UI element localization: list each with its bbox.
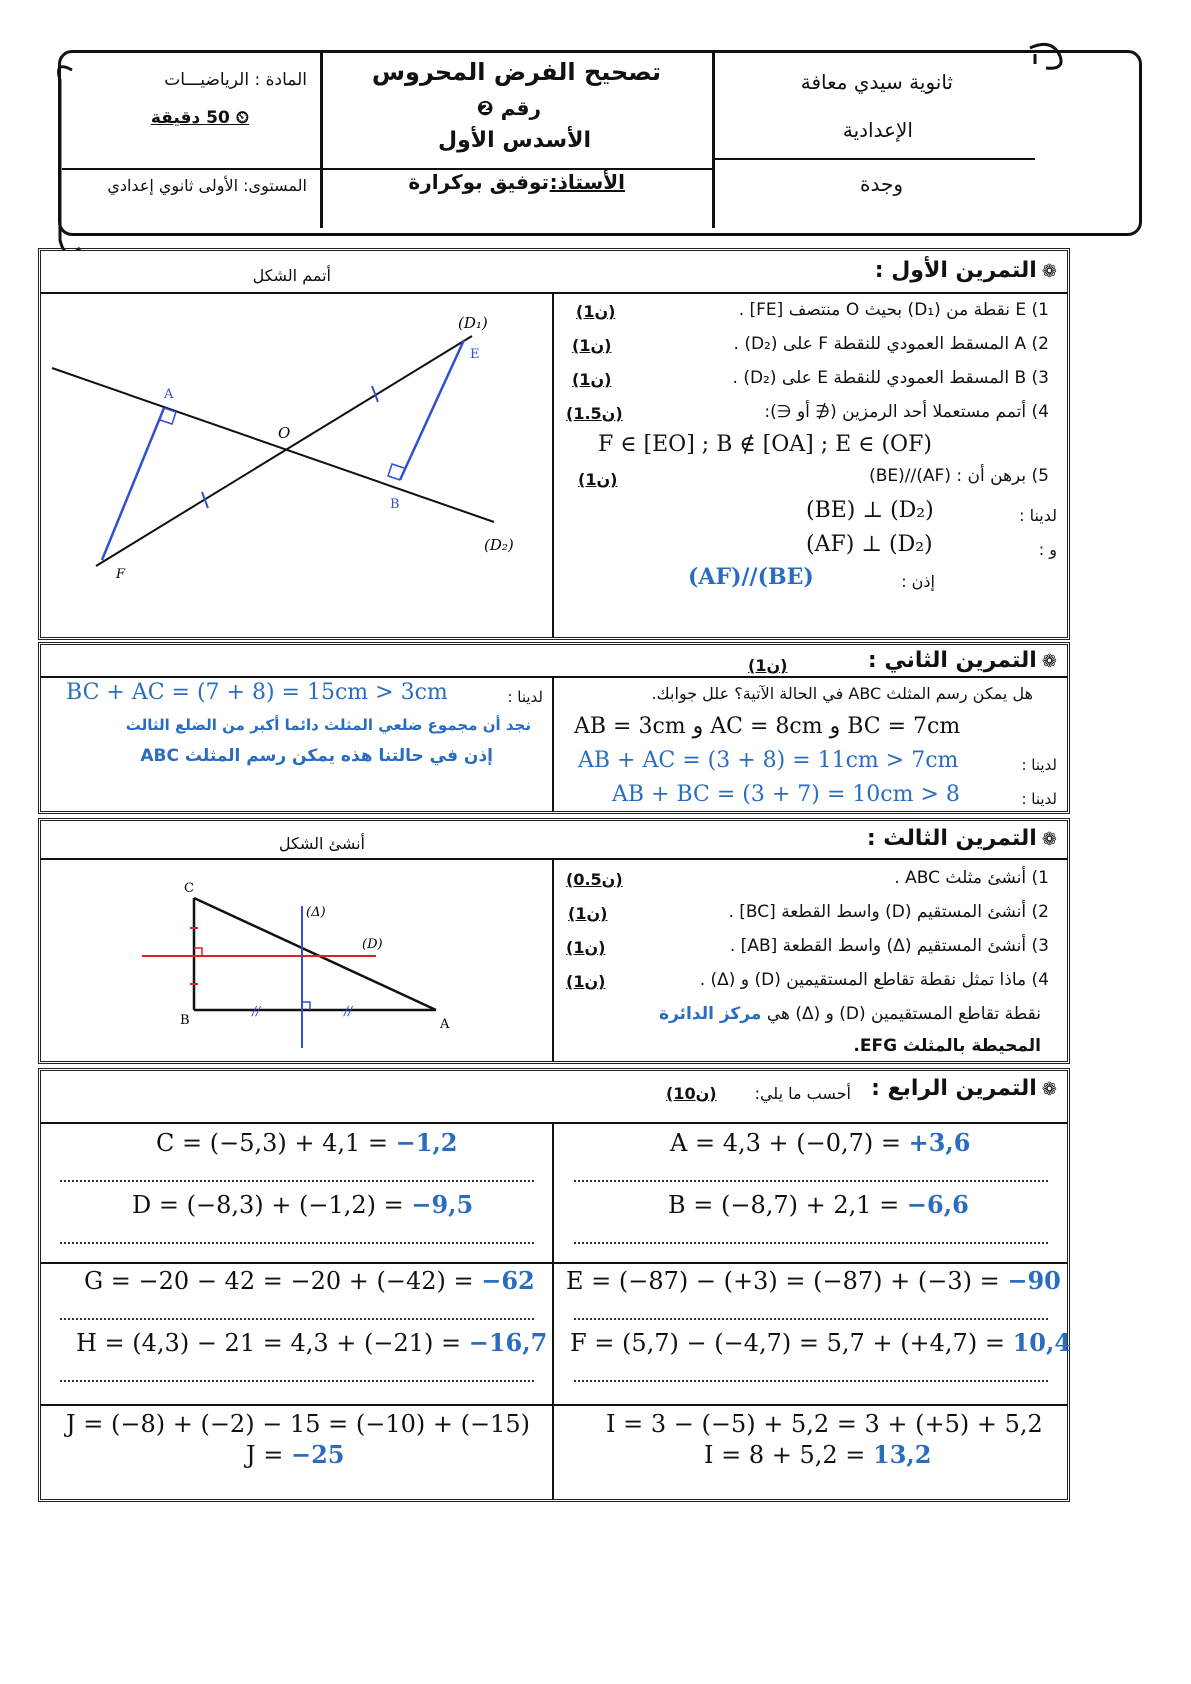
label-e: E — [470, 347, 480, 362]
item-num: 2) — [1031, 902, 1049, 922]
ex4-title-rule — [40, 1122, 1068, 1124]
calc-expr: B = (−8,7) + 2,1 = — [668, 1191, 907, 1219]
have-label: لدينا : — [1021, 756, 1057, 774]
ex1-item-2 — [734, 334, 1049, 354]
label-d2: (D₂) — [484, 536, 514, 554]
calc-f — [570, 1328, 1071, 1357]
item-num: 5) — [1031, 466, 1049, 486]
school-name: ثانوية سيدي معافة — [800, 70, 953, 94]
item-num: 4) — [1031, 402, 1049, 422]
item-text: A المسقط العمودي للنقطة F على (D₂) . — [733, 334, 1027, 354]
item-text: أنشئ المستقيم (Δ) واسط القطعة [AB] . — [729, 936, 1027, 956]
calc-h — [76, 1328, 547, 1357]
calc-b — [668, 1190, 969, 1219]
answer-dots — [574, 1242, 1048, 1244]
label-a: A — [440, 1017, 450, 1032]
answer-dots — [60, 1242, 534, 1244]
ex2-title: التمرين الثاني : — [867, 648, 1037, 673]
calc-expr: C = (−5,3) + 4,1 = — [156, 1129, 396, 1157]
item-num: 3) — [1031, 936, 1049, 956]
item-text: برهن أن : (AF)//(BE) — [869, 466, 1027, 486]
ex2-points: (1ن) — [748, 656, 788, 675]
item-num: 4) — [1031, 970, 1049, 990]
ex2-line-3: BC + AC = (7 + 8) = 15cm > 3cm — [66, 680, 448, 705]
ex1-column-divider — [552, 292, 554, 638]
ex1-figure — [42, 296, 550, 636]
ex1-item-3 — [733, 368, 1049, 388]
flower-icon: ❁ — [1041, 829, 1057, 850]
have-label: لدينا : — [507, 688, 543, 706]
tick-mark: // — [344, 1004, 353, 1018]
ex3-item-3-points: (1ن) — [566, 938, 606, 957]
ex3-item-3 — [730, 936, 1049, 956]
calc-c — [156, 1128, 458, 1157]
tick-mark: // — [252, 1004, 261, 1018]
ex1-item-3-points: (1ن) — [572, 370, 612, 389]
item-num: 1) — [1031, 868, 1049, 888]
doc-number: رقم ❷ — [476, 96, 541, 120]
ex1-item-1 — [739, 300, 1049, 320]
answer-dots — [574, 1318, 1048, 1320]
label-c: C — [184, 881, 194, 896]
ex3-figure-label: أنشئ الشكل — [278, 834, 365, 853]
calc-expr: F = (5,7) − (−4,7) = 5,7 + (+4,7) = — [570, 1329, 1013, 1357]
calc-e — [566, 1266, 1061, 1295]
calc-result: −62 — [481, 1266, 535, 1295]
calc-expr: E = (−87) − (+3) = (−87) + (−3) = — [566, 1267, 1008, 1295]
ex2-title-wrap — [868, 648, 1057, 673]
calc-result: −9,5 — [411, 1190, 474, 1219]
header-rule-right — [715, 158, 1035, 160]
ex4-title: التمرين الرابع : — [871, 1076, 1037, 1101]
ex1-item-4 — [764, 402, 1049, 422]
answer-dots — [60, 1318, 534, 1320]
calc-expr: J = (−8) + (−2) − 15 = (−10) + (−15) — [66, 1410, 530, 1438]
label-b: B — [180, 1013, 190, 1028]
calc-j-2 — [246, 1440, 345, 1469]
ex3-answer-line-1 — [659, 1004, 1041, 1024]
calc-expr: J = — [246, 1441, 291, 1469]
ex1-item-2-points: (1ن) — [572, 336, 612, 355]
ex1-item-5 — [869, 466, 1049, 486]
item-text: أنشئ مثلث ABC . — [894, 868, 1027, 888]
ex2-title-rule — [40, 676, 1068, 678]
ex1-item-4-points: (1.5ن) — [566, 404, 623, 423]
label-d: (D) — [362, 937, 383, 952]
label-delta: (Δ) — [306, 905, 326, 920]
doc-title: تصحيح الفرض المحروس — [371, 58, 661, 86]
ex2-conclusion-1: نجد أن مجموع ضلعي المثلث دائما أكبر من الضلع الثالث — [125, 716, 531, 734]
item-text: أنشئ المستقيم (D) واسط القطعة [BC] . — [728, 902, 1027, 922]
calc-expr: I = 3 − (−5) + 5,2 = 3 + (+5) + 5,2 — [606, 1410, 1043, 1438]
conclusion-parallel: (AF)//(BE) — [688, 564, 814, 590]
header-divider-2 — [712, 52, 715, 228]
item-text: B المسقط العمودي للنقطة E على (D₂) . — [732, 368, 1027, 388]
calc-expr: A = 4,3 + (−0,7) = — [670, 1129, 909, 1157]
school-name-2: الإعدادية — [842, 118, 913, 142]
ex2-data: AB = 3cm و AC = 8cm و BC = 7cm — [574, 714, 961, 739]
ex3-title-rule — [40, 858, 1068, 860]
calc-d — [132, 1190, 473, 1219]
ex3-item-2 — [728, 902, 1049, 922]
segment-fa — [102, 408, 164, 560]
calc-result: −25 — [291, 1440, 345, 1469]
item-text: أتمم مستعملا أحد الرمزين (∉ أو ∈): — [764, 402, 1027, 422]
ex3-answer-line-2: المحيطة بالمثلث EFG. — [853, 1036, 1041, 1056]
ex4-title-wrap — [871, 1076, 1057, 1101]
calc-expr: G = −20 − 42 = −20 + (−42) = — [84, 1267, 482, 1295]
calc-i-1 — [606, 1410, 1043, 1438]
calc-result: −1,2 — [395, 1128, 458, 1157]
header-rule-left — [62, 168, 320, 170]
teacher-label: الأستاذ: — [549, 170, 625, 194]
answer-dots — [574, 1180, 1048, 1182]
ex3-title-wrap — [867, 826, 1057, 851]
semester: الأسدس الأول — [438, 128, 591, 153]
ex1-figure-label: أتمم الشكل — [252, 266, 331, 285]
item-num: 3) — [1031, 368, 1049, 388]
ex3-item-1 — [894, 868, 1049, 888]
line-d1 — [96, 336, 472, 566]
calc-i-2 — [704, 1440, 931, 1469]
membership-answers: F ∈ [EO] ; B ∉ [OA] ; E ∈ (OF) — [598, 432, 932, 457]
calc-result: −90 — [1007, 1266, 1061, 1295]
label-a: A — [164, 387, 174, 402]
ex1-item-5-points: (1ن) — [578, 470, 618, 489]
flower-icon: ❁ — [1041, 261, 1057, 282]
calc-result: +3,6 — [908, 1128, 971, 1157]
ex3-item-2-points: (1ن) — [568, 904, 608, 923]
ex1-title-wrap — [875, 258, 1057, 283]
ex1-item-1-points: (1ن) — [576, 302, 616, 321]
label-d1: (D₁) — [458, 314, 488, 332]
level: المستوى: الأولى ثانوي إعدادي — [107, 176, 307, 195]
have-label: لدينا : — [1019, 506, 1057, 525]
label-b: B — [390, 497, 400, 512]
ex4-instruction: أحسب ما يلي: — [754, 1084, 851, 1103]
calc-expr: H = (4,3) − 21 = 4,3 + (−21) = — [76, 1329, 469, 1357]
ex2-line-1: AB + AC = (3 + 8) = 11cm > 7cm — [578, 748, 959, 773]
duration: ⏲ 50 دقيقة — [150, 108, 249, 128]
answer-text: نقطة تقاطع المستقيمين (D) و (Δ) هي — [766, 1004, 1041, 1024]
ex1-title-rule — [40, 292, 1068, 294]
answer-dots — [60, 1380, 534, 1382]
item-text: E نقطة من (D₁) بحيث O منتصف [FE] . — [738, 300, 1027, 320]
calc-g — [84, 1266, 535, 1295]
item-text: ماذا تمثل نقطة تقاطع المستقيمين (D) و (Δ) . — [699, 970, 1027, 990]
line-d2 — [52, 368, 494, 522]
header-divider-1 — [320, 52, 323, 228]
label-o: O — [278, 424, 291, 442]
ex2-line-2: AB + BC = (3 + 7) = 10cm > 8 — [612, 782, 960, 807]
label-f: F — [116, 567, 126, 582]
so-label: إذن : — [901, 572, 935, 591]
calc-result: −6,6 — [906, 1190, 969, 1219]
ex3-column-divider — [552, 858, 554, 1062]
proof-line-1: (BE) ⊥ (D₂) — [806, 498, 934, 523]
ex3-title: التمرين الثالث : — [866, 826, 1037, 851]
ex1-title: التمرين الأول : — [874, 258, 1037, 283]
calc-result: 13,2 — [873, 1440, 932, 1469]
answer-dots — [60, 1180, 534, 1182]
ex2-column-divider — [552, 676, 554, 812]
and-label: و : — [1038, 540, 1057, 559]
flower-icon: ❁ — [1041, 651, 1057, 672]
ex4-row-rule-1 — [40, 1262, 1068, 1264]
ex4-row-rule-2 — [40, 1404, 1068, 1406]
teacher-name: توفيق بوكرارة — [408, 170, 549, 194]
ex4-column-divider — [552, 1122, 554, 1500]
item-num: 2) — [1031, 334, 1049, 354]
city: وجدة — [860, 172, 903, 196]
calc-a — [670, 1128, 970, 1157]
calc-result: 10,4 — [1012, 1328, 1072, 1357]
calc-result: −16,7 — [468, 1328, 548, 1357]
ex2-question: هل يمكن رسم المثلث ABC في الحالة الآتية؟ علل جوابك. — [651, 684, 1033, 703]
answer-dots — [574, 1380, 1048, 1382]
subject: المادة : الرياضيـــات — [164, 70, 307, 90]
ex3-item-1-points: (0.5ن) — [566, 870, 623, 889]
calc-expr: I = 8 + 5,2 = — [704, 1441, 874, 1469]
item-num: 1) — [1031, 300, 1049, 320]
ex3-item-4-points: (1ن) — [566, 972, 606, 991]
ex3-figure — [42, 862, 550, 1062]
ex4-points: (10ن) — [666, 1084, 717, 1103]
ex2-conclusion-2: إذن في حالتنا هذه يمكن رسم المثلث ABC — [140, 746, 493, 766]
flower-icon: ❁ — [1041, 1079, 1057, 1100]
calc-expr: D = (−8,3) + (−1,2) = — [132, 1191, 412, 1219]
calc-j-1 — [66, 1410, 530, 1438]
have-label: لدينا : — [1021, 790, 1057, 808]
proof-line-2: (AF) ⊥ (D₂) — [806, 532, 933, 557]
answer-highlight: مركز الدائرة — [659, 1004, 762, 1024]
ex3-item-4 — [700, 970, 1049, 990]
